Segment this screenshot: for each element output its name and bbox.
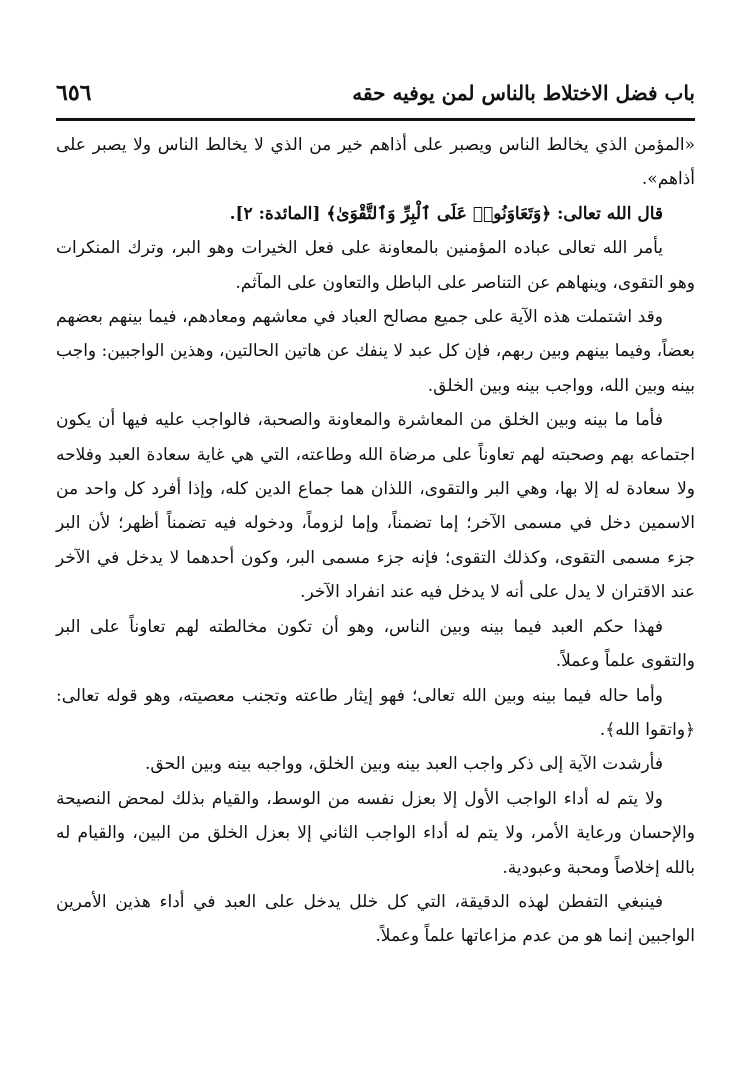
header-rule	[56, 118, 695, 121]
body-paragraph: يأمر الله تعالى عباده المؤمنين بالمعاونة على فعل الخيرات وهو البر، وترك المنكرات وهو التقوى، وينهاهم عن التناصر على الباطل والتعاون على المآثم.	[56, 238, 695, 293]
body-paragraph: ولا يتم له أداء الواجب الأول إلا بعزل نفسه من الوسط، والقيام بذلك لمحض النصيحة والإحسان ورعاية الأمر، ولا يتم له أداء الواجب الثاني إلا بعزل الخلق من البين، والقيام له بالله إخلاصاً ومحبة وعبودية.	[56, 788, 695, 878]
body-paragraph: فهذا حكم العبد فيما بينه وبين الناس، وهو أن تكون مخالطته لهم تعاوناً على البر والتقوى علماً وعملاً.	[56, 616, 695, 672]
page-number: ٦٥٦	[56, 80, 92, 106]
body-paragraph: فأرشدت الآية إلى ذكر واجب العبد بينه وبين الخلق، وواجبه بينه وبين الحق.	[145, 754, 663, 775]
chapter-title: باب فضل الاختلاط بالناس لمن يوفيه حقه	[352, 81, 695, 105]
body-paragraph: فينبغي التفطن لهذه الدقيقة، التي كل خلل يدخل على العبد في أداء هذين الأمرين الواجبين إنما هو من عدم مزاعاتها علماً وعملاً.	[56, 891, 695, 947]
hadith-paragraph: «المؤمن الذي يخالط الناس ويصبر على أذاهم خير من الذي لا يخالط الناس ولا يصبر على أذاهم».	[56, 135, 695, 190]
running-header	[56, 78, 695, 108]
body-paragraph: وأما حاله فيما بينه وبين الله تعالى؛ فهو إيثار طاعته وتجنب معصيته، وهو قوله تعالى: ﴿واتقوا الله﴾.	[56, 685, 695, 740]
page-body	[56, 128, 695, 954]
body-paragraph: وقد اشتملت هذه الآية على جميع مصالح العباد في معاشهم ومعادهم، فيما بينهم بعضهم بعضاً، وفيما بينهم وبين ربهم، فإن كل عبد لا ينفك عن هاتين الحالتين، وهذين الواجبين: واجب بينه وبين الله، وواجب بينه وبين الخلق.	[56, 307, 695, 396]
body-paragraph: فأما ما بينه وبين الخلق من المعاشرة والمعاونة والصحبة، فالواجب عليه فيها أن يكون اجتماعه بهم وصحبته لهم تعاوناً على مرضاة الله وطاعته، التي هي غاية سعادة العبد وفلاحه ولا سعادة له إلا بها، وهي البر والتقوى، اللذان هما جماع الدين كله، وإذا أفرد كل واحد من الاسمين دخل في مسمى الآخر؛ إما تضمناً، وإما لزوماً، ودخوله فيه تضمناً أظهر؛ لأن البر جزء مسمى التقوى، وكذلك التقوى؛ فإنه جزء مسمى البر، وكون أحدهما لا يدخل في الآخر عند الاقتران لا يدل على أنه لا يدخل فيه عند انفراد الآخر.	[56, 410, 695, 603]
quran-verse-paragraph: قال الله تعالى: ﴿وَتَعَاوَنُوا۟ عَلَى ٱلْبِرِّ وَٱلتَّقْوَىٰ﴾ [المائدة: ٢].	[229, 203, 663, 224]
